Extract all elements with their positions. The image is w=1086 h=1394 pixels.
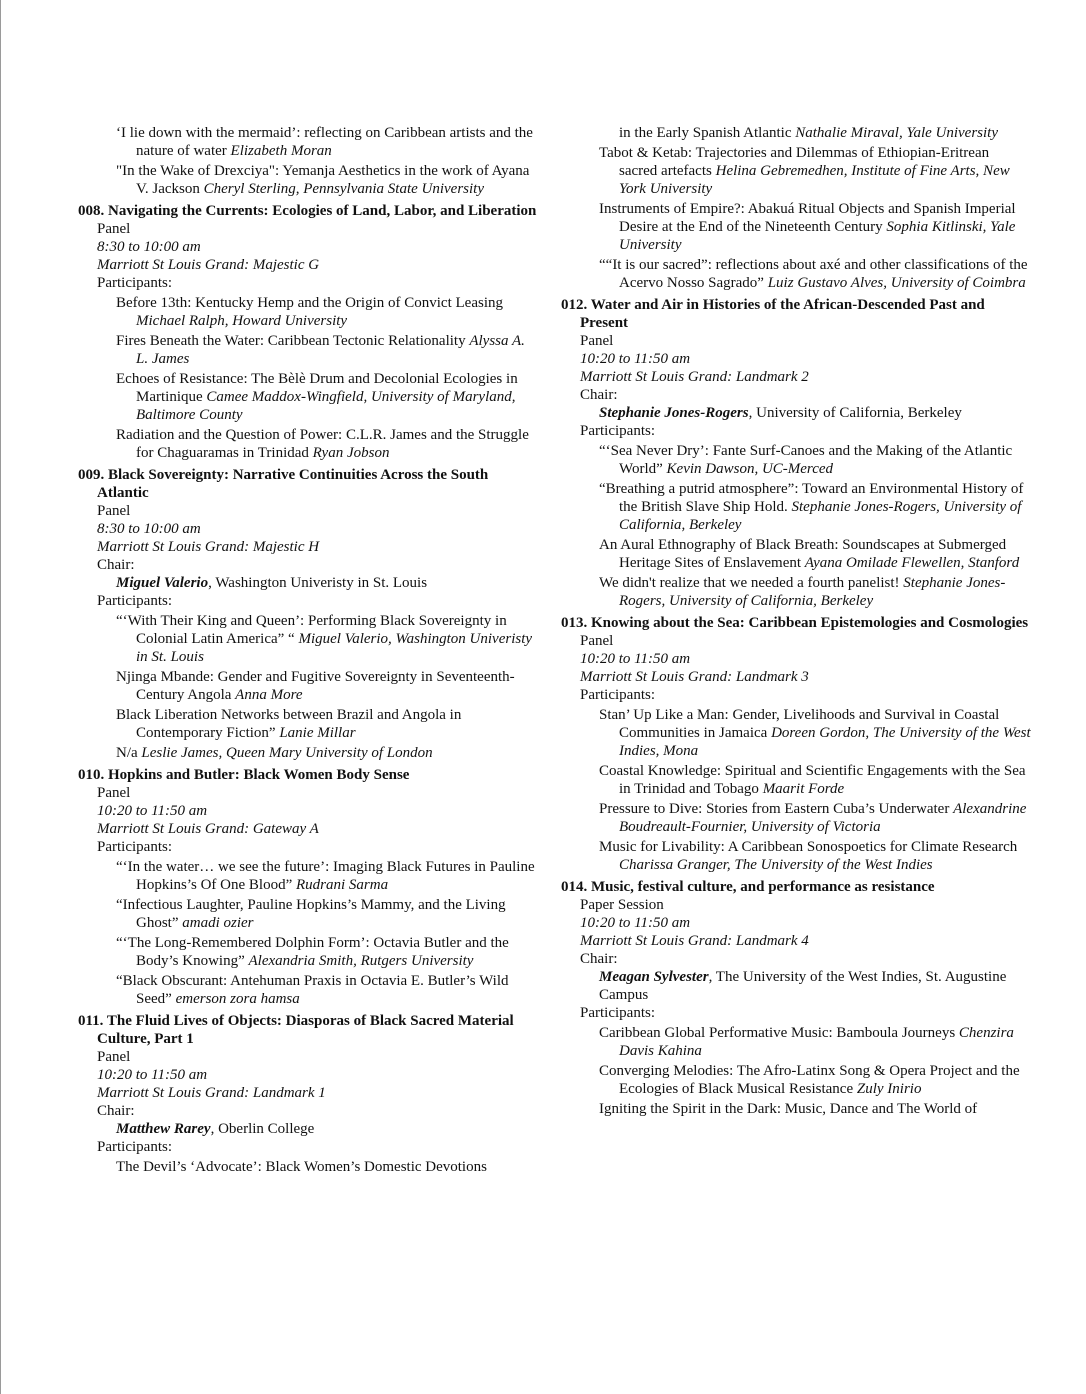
paper-author: Luiz Gustavo Alves, University of Coimbra xyxy=(767,275,1026,291)
session-location: Marriott St Louis Grand: Gateway A xyxy=(97,821,319,837)
paper-entry xyxy=(561,144,1031,198)
session-type: Panel xyxy=(97,785,131,801)
paper-entry xyxy=(78,934,540,970)
paper-title: Caribbean Global Performative Music: Bamboula Journeys xyxy=(599,1025,956,1041)
paper-author: Alexandrine Boudreault-Fournier, University of Victoria xyxy=(619,801,1027,835)
paper-entry xyxy=(561,442,1031,478)
paper-author: Alyssa A. L. James xyxy=(136,333,525,367)
chair-affiliation: , Oberlin College xyxy=(210,1121,315,1137)
session-location: Marriott St Louis Grand: Majestic G xyxy=(97,257,320,273)
paper-author: Alexandria Smith, Rutgers University xyxy=(248,953,474,969)
paper-title: Stan’ Up Like a Man: Gender, Livelihoods and Survival in Coastal Communities in Jamaica xyxy=(599,707,1000,741)
page-left-border xyxy=(0,0,1,1394)
paper-author: Chenzira Davis Kahina xyxy=(619,1025,1014,1059)
session-009 xyxy=(78,466,540,762)
session-011 xyxy=(78,1012,540,1176)
paper-author: amadi ozier xyxy=(182,915,254,931)
paper-entry xyxy=(78,896,540,932)
paper-title: Before 13th: Kentucky Hemp and the Origin of Convict Leasing xyxy=(116,295,503,311)
paper-author: Rudrani Sarma xyxy=(296,877,389,893)
carryover-papers xyxy=(561,124,1031,292)
paper-title: “Breathing a putrid atmosphere”: Toward an Environmental History of the British Slave Ship Hold. xyxy=(599,481,1024,515)
paper-title: “‘The Long-Remembered Dolphin Form’: Octavia Butler and the Body’s Knowing” xyxy=(116,935,509,969)
paper-author: Zuly Inirio xyxy=(856,1081,922,1097)
paper-title: Fires Beneath the Water: Caribbean Tectonic Relationality xyxy=(116,333,466,349)
paper-author: Lanie Millar xyxy=(279,725,356,741)
session-008 xyxy=(78,202,540,462)
session-type: Panel xyxy=(97,1049,131,1065)
session-heading: 013. Knowing about the Sea: Caribbean Epistemologies and Cosmologies xyxy=(561,615,1029,631)
session-time: 10:20 to 11:50 am xyxy=(97,803,208,819)
paper-author: Stephanie Jones-Rogers, University of California, Berkeley xyxy=(619,575,1006,609)
paper-author: Ryan Jobson xyxy=(312,445,390,461)
paper-author: Leslie James, Queen Mary University of London xyxy=(141,745,433,761)
paper-title: Echoes of Resistance: The Bèlè Drum and Decolonial Ecologies in Martinique xyxy=(116,371,518,405)
paper-author: Miguel Valerio, Washington Univeristy in St. Louis xyxy=(136,631,533,665)
session-type: Panel xyxy=(580,633,614,649)
session-type: Panel xyxy=(97,503,131,519)
paper-entry xyxy=(78,972,540,1008)
paper-entry xyxy=(78,668,540,704)
session-location: Marriott St Louis Grand: Landmark 4 xyxy=(580,933,809,949)
paper-author: Ayana Omilade Flewellen, Stanford xyxy=(804,555,1020,571)
participants-label: Participants: xyxy=(580,1005,655,1021)
participants-label: Participants: xyxy=(580,423,655,439)
session-heading: 014. Music, festival culture, and performance as resistance xyxy=(561,879,935,895)
chair-affiliation: , Washington Univeristy in St. Louis xyxy=(208,575,428,591)
paper-author: Michael Ralph, Howard University xyxy=(136,313,348,329)
paper-title: Instruments of Empire?: Abakuá Ritual Objects and Spanish Imperial Desire at the End of the Nineteenth Century xyxy=(599,201,1016,235)
session-010 xyxy=(78,766,540,1008)
paper-entry xyxy=(561,200,1031,254)
paper-title: ‘I lie down with the mermaid’: reflecting on Caribbean artists and the nature of water xyxy=(116,125,533,159)
session-heading: 008. Navigating the Currents: Ecologies of Land, Labor, and Liberation xyxy=(78,203,537,219)
session-location: Marriott St Louis Grand: Majestic H xyxy=(97,539,320,555)
paper-author: Helina Gebremedhen, Institute of Fine Arts, New York University xyxy=(619,163,1010,197)
paper-entry xyxy=(561,838,1031,874)
chair-entry xyxy=(78,574,540,592)
paper-entry xyxy=(561,1024,1031,1060)
session-heading: 009. Black Sovereignty: Narrative Continuities Across the South Atlantic xyxy=(78,467,489,501)
paper-author: Stephanie Jones-Rogers, University of California, Berkeley xyxy=(619,499,1022,533)
paper-entry xyxy=(78,370,540,424)
paper-entry xyxy=(78,294,540,330)
paper-author: Maarit Forde xyxy=(762,781,845,797)
participants-label: Participants: xyxy=(97,593,172,609)
paper-title: N/a xyxy=(116,745,138,761)
left-column xyxy=(78,124,540,1180)
session-012 xyxy=(561,296,1031,610)
paper-entry xyxy=(561,256,1031,292)
paper-title: “‘In the water… we see the future’: Imaging Black Futures in Pauline Hopkins’s Of One Blood” xyxy=(116,859,535,893)
carryover-papers xyxy=(78,124,540,198)
session-time: 10:20 to 11:50 am xyxy=(580,651,691,667)
paper-title: “‘Sea Never Dry’: Fante Surf-Canoes and the Making of the Atlantic World” xyxy=(599,443,1013,477)
paper-entry-continued xyxy=(561,124,1031,142)
session-location: Marriott St Louis Grand: Landmark 2 xyxy=(580,369,809,385)
paper-title: Black Liberation Networks between Brazil and Angola in Contemporary Fiction” xyxy=(116,707,462,741)
session-heading: 012. Water and Air in Histories of the African-Descended Past and Present xyxy=(561,297,985,331)
paper-entry xyxy=(561,706,1031,760)
paper-entry xyxy=(78,858,540,894)
session-heading: 010. Hopkins and Butler: Black Women Body Sense xyxy=(78,767,410,783)
paper-author: Nathalie Miraval, Yale University xyxy=(795,125,998,141)
right-column xyxy=(561,124,1031,1122)
session-heading: 011. The Fluid Lives of Objects: Diasporas of Black Sacred Material Culture, Part 1 xyxy=(78,1013,514,1047)
paper-author: Sophia Kitlinski, Yale University xyxy=(619,219,1016,253)
paper-title: Njinga Mbande: Gender and Fugitive Sovereignty in Seventeenth-Century Angola xyxy=(116,669,515,703)
chair-entry xyxy=(561,404,1031,422)
paper-entry xyxy=(561,536,1031,572)
paper-author: Elizabeth Moran xyxy=(230,143,332,159)
paper-title: Igniting the Spirit in the Dark: Music, Dance and The World of xyxy=(599,1101,978,1117)
chair-name: Stephanie Jones-Rogers xyxy=(599,405,749,421)
paper-author: Camee Maddox-Wingfield, University of Maryland, Baltimore County xyxy=(136,389,516,423)
session-014 xyxy=(561,878,1031,1118)
paper-entry xyxy=(561,1062,1031,1098)
participants-label: Participants: xyxy=(97,839,172,855)
session-type: Panel xyxy=(97,221,131,237)
paper-entry xyxy=(561,574,1031,610)
session-location: Marriott St Louis Grand: Landmark 1 xyxy=(97,1085,326,1101)
paper-title: Pressure to Dive: Stories from Eastern Cuba’s Underwater xyxy=(599,801,950,817)
chair-label: Chair: xyxy=(580,387,618,403)
session-time: 8:30 to 10:00 am xyxy=(97,239,201,255)
paper-author: Doreen Gordon, The University of the West Indies, Mona xyxy=(619,725,1031,759)
paper-title: in the Early Spanish Atlantic xyxy=(619,125,792,141)
paper-title: ““It is our sacred”: reflections about axé and other classifications of the Acervo Nosso Sagrado” xyxy=(599,257,1028,291)
session-time: 8:30 to 10:00 am xyxy=(97,521,201,537)
chair-entry xyxy=(78,1120,540,1138)
paper-author: Anna More xyxy=(235,687,303,703)
paper-title: “Infectious Laughter, Pauline Hopkins’s Mammy, and the Living Ghost” xyxy=(116,897,506,931)
session-location: Marriott St Louis Grand: Landmark 3 xyxy=(580,669,809,685)
paper-entry xyxy=(78,1158,540,1176)
paper-title: An Aural Ethnography of Black Breath: Soundscapes at Submerged Heritage Sites of Enslavement xyxy=(599,537,1007,571)
paper-entry xyxy=(78,426,540,462)
paper-entry xyxy=(78,612,540,666)
chair-label: Chair: xyxy=(97,1103,135,1119)
session-time: 10:20 to 11:50 am xyxy=(580,351,691,367)
chair-affiliation: , The University of the West Indies, St. Augustine Campus xyxy=(599,969,1007,1003)
paper-title: Music for Livability: A Caribbean Sonospoetics for Climate Research xyxy=(599,839,1018,855)
paper-entry xyxy=(78,332,540,368)
chair-entry xyxy=(561,968,1031,1004)
session-time: 10:20 to 11:50 am xyxy=(580,915,691,931)
paper-entry xyxy=(78,162,540,198)
chair-label: Chair: xyxy=(97,557,135,573)
paper-title: "In the Wake of Drexciya": Yemanja Aesthetics in the work of Ayana V. Jackson xyxy=(116,163,530,197)
paper-entry xyxy=(561,480,1031,534)
chair-name: Miguel Valerio xyxy=(116,575,209,591)
paper-title: “Black Obscurant: Antehuman Praxis in Octavia E. Butler’s Wild Seed” xyxy=(116,973,509,1007)
participants-label: Participants: xyxy=(580,687,655,703)
paper-entry xyxy=(78,124,540,160)
chair-name: Matthew Rarey xyxy=(116,1121,211,1137)
session-time: 10:20 to 11:50 am xyxy=(97,1067,208,1083)
paper-title: Coastal Knowledge: Spiritual and Scientific Engagements with the Sea in Trinidad and Tobago xyxy=(599,763,1026,797)
paper-title: “‘With Their King and Queen’: Performing Black Sovereignty in Colonial Latin America” “ xyxy=(116,613,507,647)
paper-author: Charissa Granger, The University of the West Indies xyxy=(619,857,933,873)
paper-title: Radiation and the Question of Power: C.L.R. James and the Struggle for Chaguaramas in Trinidad xyxy=(116,427,529,461)
participants-label: Participants: xyxy=(97,1139,172,1155)
session-type: Paper Session xyxy=(580,897,664,913)
paper-author: emerson zora hamsa xyxy=(175,991,300,1007)
paper-title: Converging Melodies: The Afro-Latinx Song & Opera Project and the Ecologies of Black Musical Resistance xyxy=(599,1063,1020,1097)
paper-title: We didn't realize that we needed a fourth panelist! xyxy=(599,575,900,591)
paper-entry xyxy=(78,744,540,762)
chair-label: Chair: xyxy=(580,951,618,967)
session-type: Panel xyxy=(580,333,614,349)
participants-label: Participants: xyxy=(97,275,172,291)
paper-entry xyxy=(561,800,1031,836)
paper-entry xyxy=(561,1100,1031,1118)
paper-author: Kevin Dawson, UC-Merced xyxy=(666,461,834,477)
paper-title: Tabot & Ketab: Trajectories and Dilemmas of Ethiopian-Eritrean sacred artefacts xyxy=(599,145,990,179)
paper-entry xyxy=(78,706,540,742)
paper-author: Cheryl Sterling, Pennsylvania State University xyxy=(203,181,484,197)
chair-name: Meagan Sylvester xyxy=(599,969,709,985)
session-013 xyxy=(561,614,1031,874)
paper-title: The Devil’s ‘Advocate’: Black Women’s Domestic Devotions xyxy=(116,1159,487,1175)
chair-affiliation: , University of California, Berkeley xyxy=(748,405,962,421)
paper-entry xyxy=(561,762,1031,798)
